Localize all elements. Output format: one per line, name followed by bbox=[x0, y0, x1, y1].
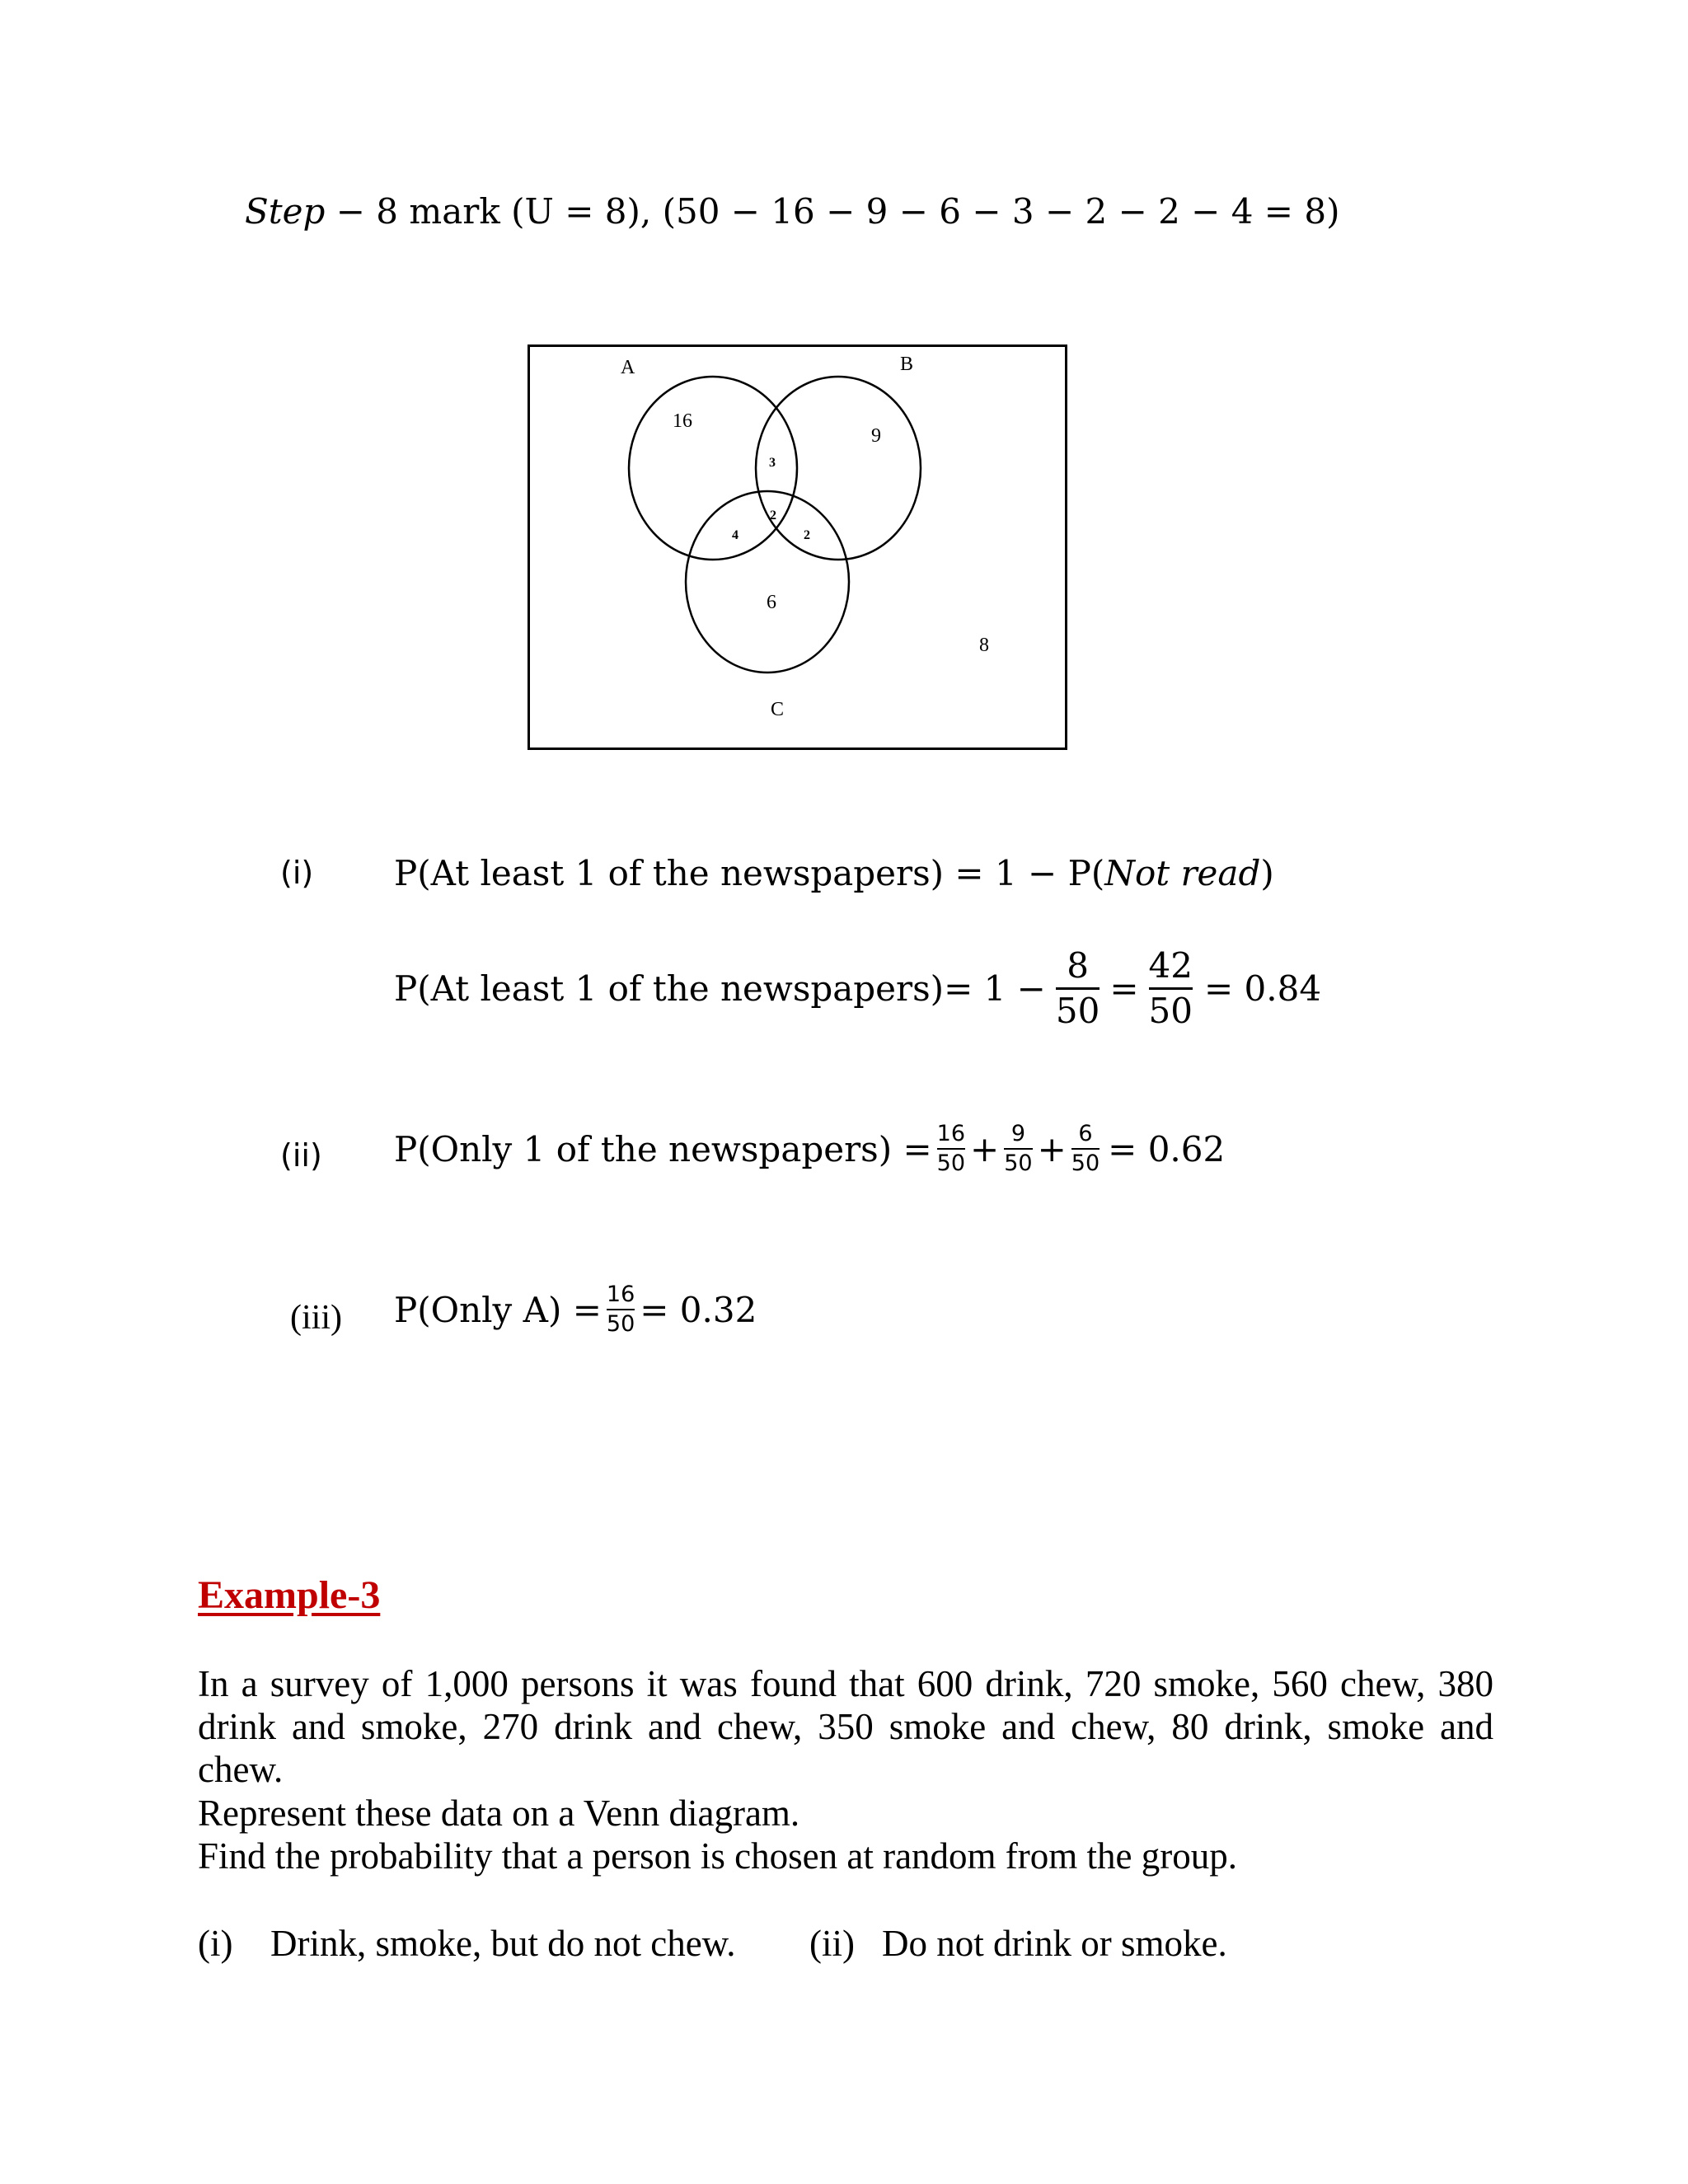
frac-bar bbox=[1056, 987, 1100, 990]
frac-denominator: 50 bbox=[1148, 991, 1193, 1032]
part-i-line1-rhs: = 1 − P( bbox=[944, 853, 1105, 893]
venn-diagram bbox=[528, 344, 1067, 750]
region-all-three: 2 bbox=[770, 509, 776, 523]
part-i-line2 bbox=[394, 945, 1322, 1032]
frac-numerator: 16 bbox=[936, 1121, 966, 1146]
set-label-c: C bbox=[771, 699, 785, 720]
part-ii-line bbox=[394, 1122, 1225, 1176]
region-only-a: 16 bbox=[673, 410, 692, 432]
step-text: − 8 mark (U = 8), (50 − 16 − 9 − 6 − 3 − 2 − 2 − 4 = 8) bbox=[325, 191, 1340, 232]
fraction-42-over-50 bbox=[1148, 945, 1193, 1032]
circle-b bbox=[756, 377, 921, 560]
step-line bbox=[245, 191, 1339, 232]
part-i-line1-rhs-ital: Not read bbox=[1104, 853, 1261, 893]
region-b-and-c: 2 bbox=[804, 528, 810, 542]
question-ii-label: (ii) bbox=[809, 1923, 855, 1964]
part-ii-lhs: P(Only 1 of the newspapers) = bbox=[394, 1128, 932, 1169]
question-i-label: (i) bbox=[198, 1923, 233, 1964]
frac-bar bbox=[607, 1309, 635, 1310]
part-i-line2-eq2: = bbox=[1109, 968, 1139, 1010]
part-iii-result: = 0.32 bbox=[640, 1289, 757, 1330]
part-i-line2-lhs: P(At least 1 of the newspapers) bbox=[394, 968, 945, 1010]
part-ii-number: (ii) bbox=[280, 1137, 322, 1174]
venn-svg bbox=[528, 344, 1067, 750]
question-ii bbox=[809, 1922, 1227, 1965]
example-paragraph-1: In a survey of 1,000 persons it was found that 600 drink, 720 smoke, 560 chew, 380 drink and smoke, 270 drink and chew, 350 smoke and chew, 80 drink, smoke and chew. bbox=[198, 1663, 1493, 1790]
fraction-16-over-50 bbox=[937, 1122, 965, 1176]
fraction-16-over-50 bbox=[607, 1283, 635, 1337]
frac-numerator: 42 bbox=[1148, 945, 1193, 986]
part-i-line1-lhs: P(At least 1 of the newspapers) bbox=[394, 853, 945, 893]
part-iii-line bbox=[394, 1283, 757, 1337]
frac-numerator: 16 bbox=[606, 1282, 635, 1307]
fraction-9-over-50 bbox=[1004, 1122, 1032, 1176]
part-iii-number: (iii) bbox=[290, 1299, 342, 1337]
part-ii-result: = 0.62 bbox=[1108, 1128, 1226, 1169]
frac-denominator: 50 bbox=[936, 1151, 966, 1177]
frac-bar bbox=[1071, 1148, 1100, 1150]
question-ii-text: Do not drink or smoke. bbox=[882, 1923, 1227, 1964]
circle-c bbox=[686, 491, 849, 673]
region-only-c: 6 bbox=[767, 592, 776, 613]
plus-sign: + bbox=[970, 1128, 1000, 1169]
region-a-and-b: 3 bbox=[769, 456, 776, 470]
region-only-b: 9 bbox=[871, 425, 881, 447]
set-label-b: B bbox=[900, 354, 914, 375]
part-i-line2-result: = 0.84 bbox=[1203, 968, 1322, 1010]
part-i-number: (i) bbox=[280, 855, 314, 891]
frac-numerator: 9 bbox=[1010, 1121, 1025, 1146]
frac-numerator: 8 bbox=[1067, 945, 1089, 986]
plus-sign: + bbox=[1037, 1128, 1067, 1169]
example-paragraph-2: Represent these data on a Venn diagram. bbox=[198, 1793, 800, 1834]
region-a-and-c: 4 bbox=[732, 528, 738, 542]
part-i-line1 bbox=[394, 853, 1274, 893]
frac-denominator: 50 bbox=[606, 1311, 635, 1338]
question-i-text: Drink, smoke, but do not chew. bbox=[270, 1923, 736, 1964]
fraction-8-over-50 bbox=[1055, 945, 1100, 1032]
step-prefix: Step bbox=[245, 191, 326, 232]
frac-denominator: 50 bbox=[1071, 1151, 1100, 1177]
region-outside: 8 bbox=[979, 635, 989, 656]
set-label-a: A bbox=[621, 357, 635, 378]
frac-denominator: 50 bbox=[1004, 1151, 1033, 1177]
frac-bar bbox=[1149, 987, 1193, 990]
frac-bar bbox=[1004, 1148, 1032, 1150]
part-iii-lhs: P(Only A) = bbox=[394, 1289, 602, 1330]
frac-numerator: 6 bbox=[1078, 1121, 1093, 1146]
fraction-6-over-50 bbox=[1071, 1122, 1100, 1176]
question-i bbox=[198, 1922, 736, 1965]
example-paragraph-3: Find the probability that a person is chosen at random from the group. bbox=[198, 1835, 1237, 1877]
frac-denominator: 50 bbox=[1055, 991, 1100, 1032]
example-title: Example-3 bbox=[198, 1573, 381, 1617]
frac-bar bbox=[937, 1148, 965, 1150]
part-i-line2-eq: = 1 − bbox=[944, 968, 1046, 1010]
part-i-line1-rhs-end: ) bbox=[1260, 853, 1274, 893]
